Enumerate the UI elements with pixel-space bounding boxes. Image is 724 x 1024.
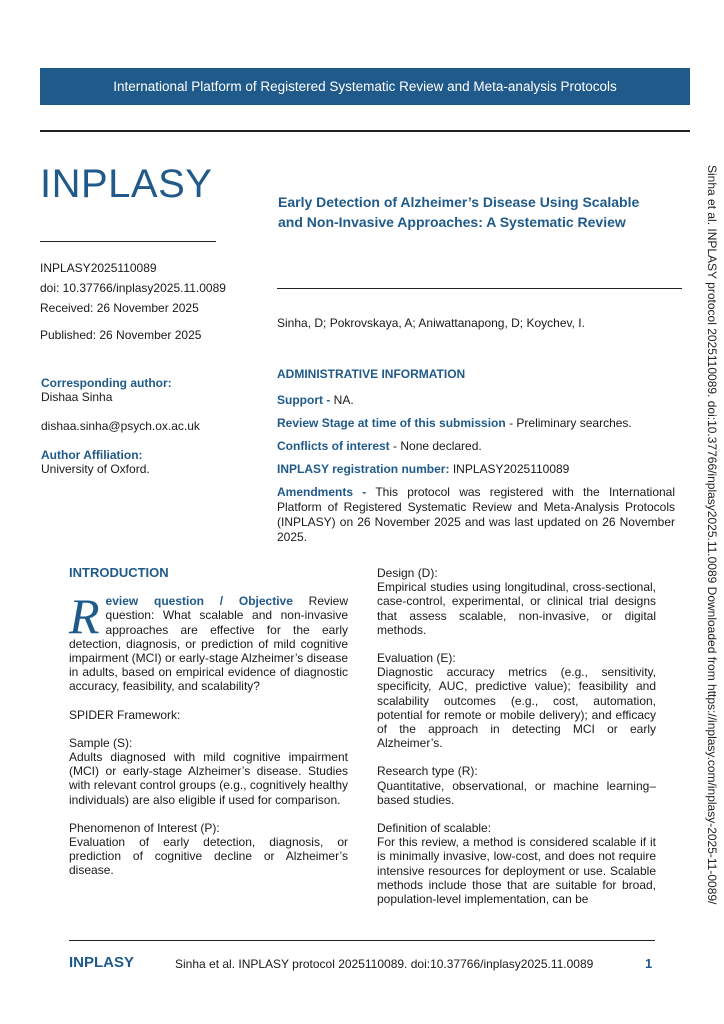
body-column-left xyxy=(69,566,348,878)
doi-link[interactable]: doi: 10.37766/inplasy2025.11.0089 xyxy=(40,281,226,295)
review-question-text: Review question: What scalable and non-invasive approaches are effective for the early detection, diagnosis, or prediction of mild cognitive impairment (MCI) or early-stage Alzheimer’s disease in adults, based on empirical evidence of diagnostic accuracy, feasibility, and scalability? xyxy=(69,594,348,694)
author-affiliation-value: University of Oxford. xyxy=(41,462,150,476)
admin-heading: ADMINISTRATIVE INFORMATION xyxy=(277,367,466,381)
scalable-definition-heading: Definition of scalable: xyxy=(377,821,492,836)
introduction-heading: INTRODUCTION xyxy=(69,565,169,580)
support-value: NA. xyxy=(330,393,354,407)
received-date: Received: 26 November 2025 xyxy=(40,301,199,315)
spider-framework-label: SPIDER Framework: xyxy=(69,707,181,722)
body-column-right xyxy=(377,566,656,906)
phenomenon-heading: Phenomenon of Interest (P): xyxy=(69,820,220,835)
sample-heading: Sample (S): xyxy=(69,735,133,750)
registration-row xyxy=(277,462,675,476)
title-rule xyxy=(277,288,682,289)
footer-rule xyxy=(69,940,655,941)
conflicts-value: - None declared. xyxy=(389,439,482,453)
download-sidebar xyxy=(700,150,724,920)
drop-cap: R xyxy=(69,588,100,645)
sidebar-citation-text[interactable]: Sinha et al. INPLASY protocol 2025110089. doi:10.37766/inplasy2025.11.0089 Downloaded from https://inplasy.com/inplasy-2025-11-0089/ xyxy=(705,165,719,905)
design-heading: Design (D): xyxy=(377,566,438,580)
spacer xyxy=(377,750,656,764)
footer-logo: INPLASY xyxy=(69,954,135,971)
research-type-text: Quantitative, observational, or machine learning–based studies. xyxy=(377,778,656,807)
spacer xyxy=(377,637,656,651)
review-stage-label: Review Stage at time of this submission xyxy=(277,416,506,430)
amendments-row xyxy=(277,485,675,545)
administrative-information xyxy=(277,367,675,554)
amendments-value: This protocol was registered with the International Platform of Registered Systematic Review and Meta-Analysis Protocols (INPLASY) on 26 November 2025 and was last updated on 26 November 2025. xyxy=(277,485,675,544)
sample-text: Adults diagnosed with mild cognitive impairment (MCI) or early-stage Alzheimer’s disease. Studies with relevant control groups (e.g., cognitively healthy individuals) are also eligible if used for comparison. xyxy=(69,750,348,807)
spacer xyxy=(69,694,348,708)
review-stage-row xyxy=(277,416,675,430)
author-list: Sinha, D; Pokrovskaya, A; Aniwattanapong, D; Koychev, I. xyxy=(277,316,585,330)
header-rule xyxy=(40,130,690,132)
corresponding-author-label: Corresponding author: xyxy=(41,376,172,390)
conflicts-label: Conflicts of interest xyxy=(277,439,390,453)
evaluation-heading: Evaluation (E): xyxy=(377,651,456,666)
page-number: 1 xyxy=(645,956,653,971)
logo-rule xyxy=(40,241,216,242)
journal-banner xyxy=(40,68,690,105)
review-question-paragraph xyxy=(69,588,348,694)
support-label: Support - xyxy=(277,393,331,407)
author-affiliation-label: Author Affiliation: xyxy=(41,448,143,462)
design-text: Empirical studies using longitudinal, cross-sectional, case-control, experimental, or clinical trial designs that assess scalable, non-invasive, or digital methods. xyxy=(377,580,656,637)
paper-title: Early Detection of Alzheimer’s Disease Using Scalable and Non-Invasive Approaches: A Systematic Review xyxy=(278,194,640,230)
inplasy-logo: INPLASY xyxy=(40,162,213,206)
corresponding-author-name: Dishaa Sinha xyxy=(41,390,113,404)
phenomenon-text: Evaluation of early detection, diagnosis, or prediction of cognitive decline or Alzheimer’s disease. xyxy=(69,835,348,878)
spacer xyxy=(69,722,348,736)
published-date: Published: 26 November 2025 xyxy=(40,328,202,342)
scalable-definition-text: For this review, a method is considered scalable if it is minimally invasive, low-cost, and does not require intensive resources for deployment or use. Scalable methods include those that are suitable for broad, population-level implementation, can be xyxy=(377,835,656,907)
research-type-heading: Research type (R): xyxy=(377,764,478,779)
registration-label: INPLASY registration number: xyxy=(277,462,450,476)
support-row xyxy=(277,393,675,407)
amendments-label: Amendments - xyxy=(277,485,367,499)
review-question-label: eview question / Objective xyxy=(105,594,293,609)
corresponding-author-email[interactable]: dishaa.sinha@psych.ox.ac.uk xyxy=(41,419,200,433)
footer-citation: Sinha et al. INPLASY protocol 2025110089. doi:10.37766/inplasy2025.11.0089 xyxy=(175,957,594,971)
spacer xyxy=(69,807,348,821)
banner-text: International Platform of Registered Systematic Review and Meta-analysis Protocols xyxy=(113,79,617,94)
evaluation-text: Diagnostic accuracy metrics (e.g., sensitivity, specificity, AUC, predictive value); feasibility and scalability outcomes (e.g., cost, automation, potential for remote or mobile delivery); and efficacy of the approach in detecting MCI or early Alzheimer’s. xyxy=(377,665,656,751)
spacer xyxy=(377,807,656,821)
registration-value: INPLASY2025110089 xyxy=(449,462,570,476)
conflicts-row xyxy=(277,439,675,453)
review-stage-value: - Preliminary searches. xyxy=(505,416,632,430)
inplasy-id: INPLASY2025110089 xyxy=(40,261,157,275)
